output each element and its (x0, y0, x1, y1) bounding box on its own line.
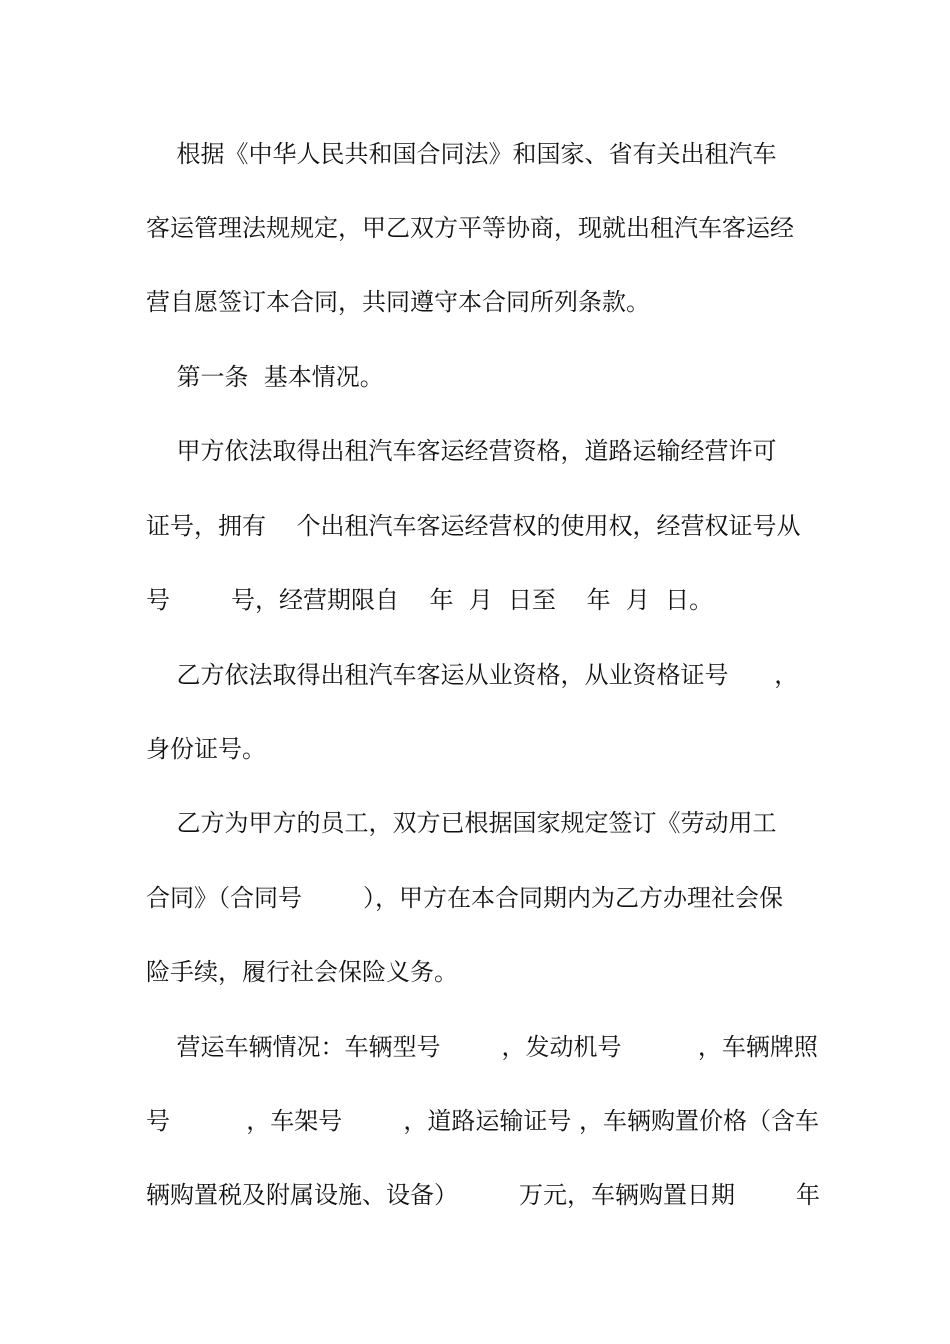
paragraph-line: 客运管理法规规定，甲乙双方平等协商，现就出租汽车客运经 (146, 214, 794, 242)
paragraph-line: 证号，拥有 个出租汽车客运经营权的使用权，经营权证号从 (146, 512, 801, 540)
paragraph-line: 辆购置税及附属设施、设备） 万元，车辆购置日期 年 (146, 1181, 821, 1209)
paragraph-line: 根据《中华人民共和国合同法》和国家、省有关出租汽车 (146, 140, 777, 168)
paragraph-line: 乙方依法取得出租汽车客运从业资格，从业资格证号 ， (146, 661, 799, 689)
paragraph-line: 营自愿签订本合同，共同遵守本合同所列条款。 (146, 288, 650, 316)
paragraph-line: 甲方依法取得出租汽车客运经营资格，道路运输经营许可 (146, 437, 777, 465)
paragraph-line: 号 ，车架号 ，道路运输证号 ，车辆购置价格（含车 (146, 1107, 819, 1135)
paragraph-line: 合同》（合同号 ），甲方在本合同期内为乙方办理社会保 (146, 884, 784, 912)
paragraph-line: 营运车辆情况：车辆型号 ，发动机号 ，车辆牌照 (146, 1033, 818, 1061)
paragraph-line: 乙方为甲方的员工，双方已根据国家规定签订《劳动用工 (146, 809, 777, 837)
paragraph-line: 身份证号。 (146, 735, 266, 763)
paragraph-line: 险手续，履行社会保险义务。 (146, 958, 458, 986)
section-heading: 第一条 基本情况。 (146, 363, 384, 391)
paragraph-line: 号 号，经营期限自 年 月 日至 年 月 日。 (146, 586, 714, 614)
